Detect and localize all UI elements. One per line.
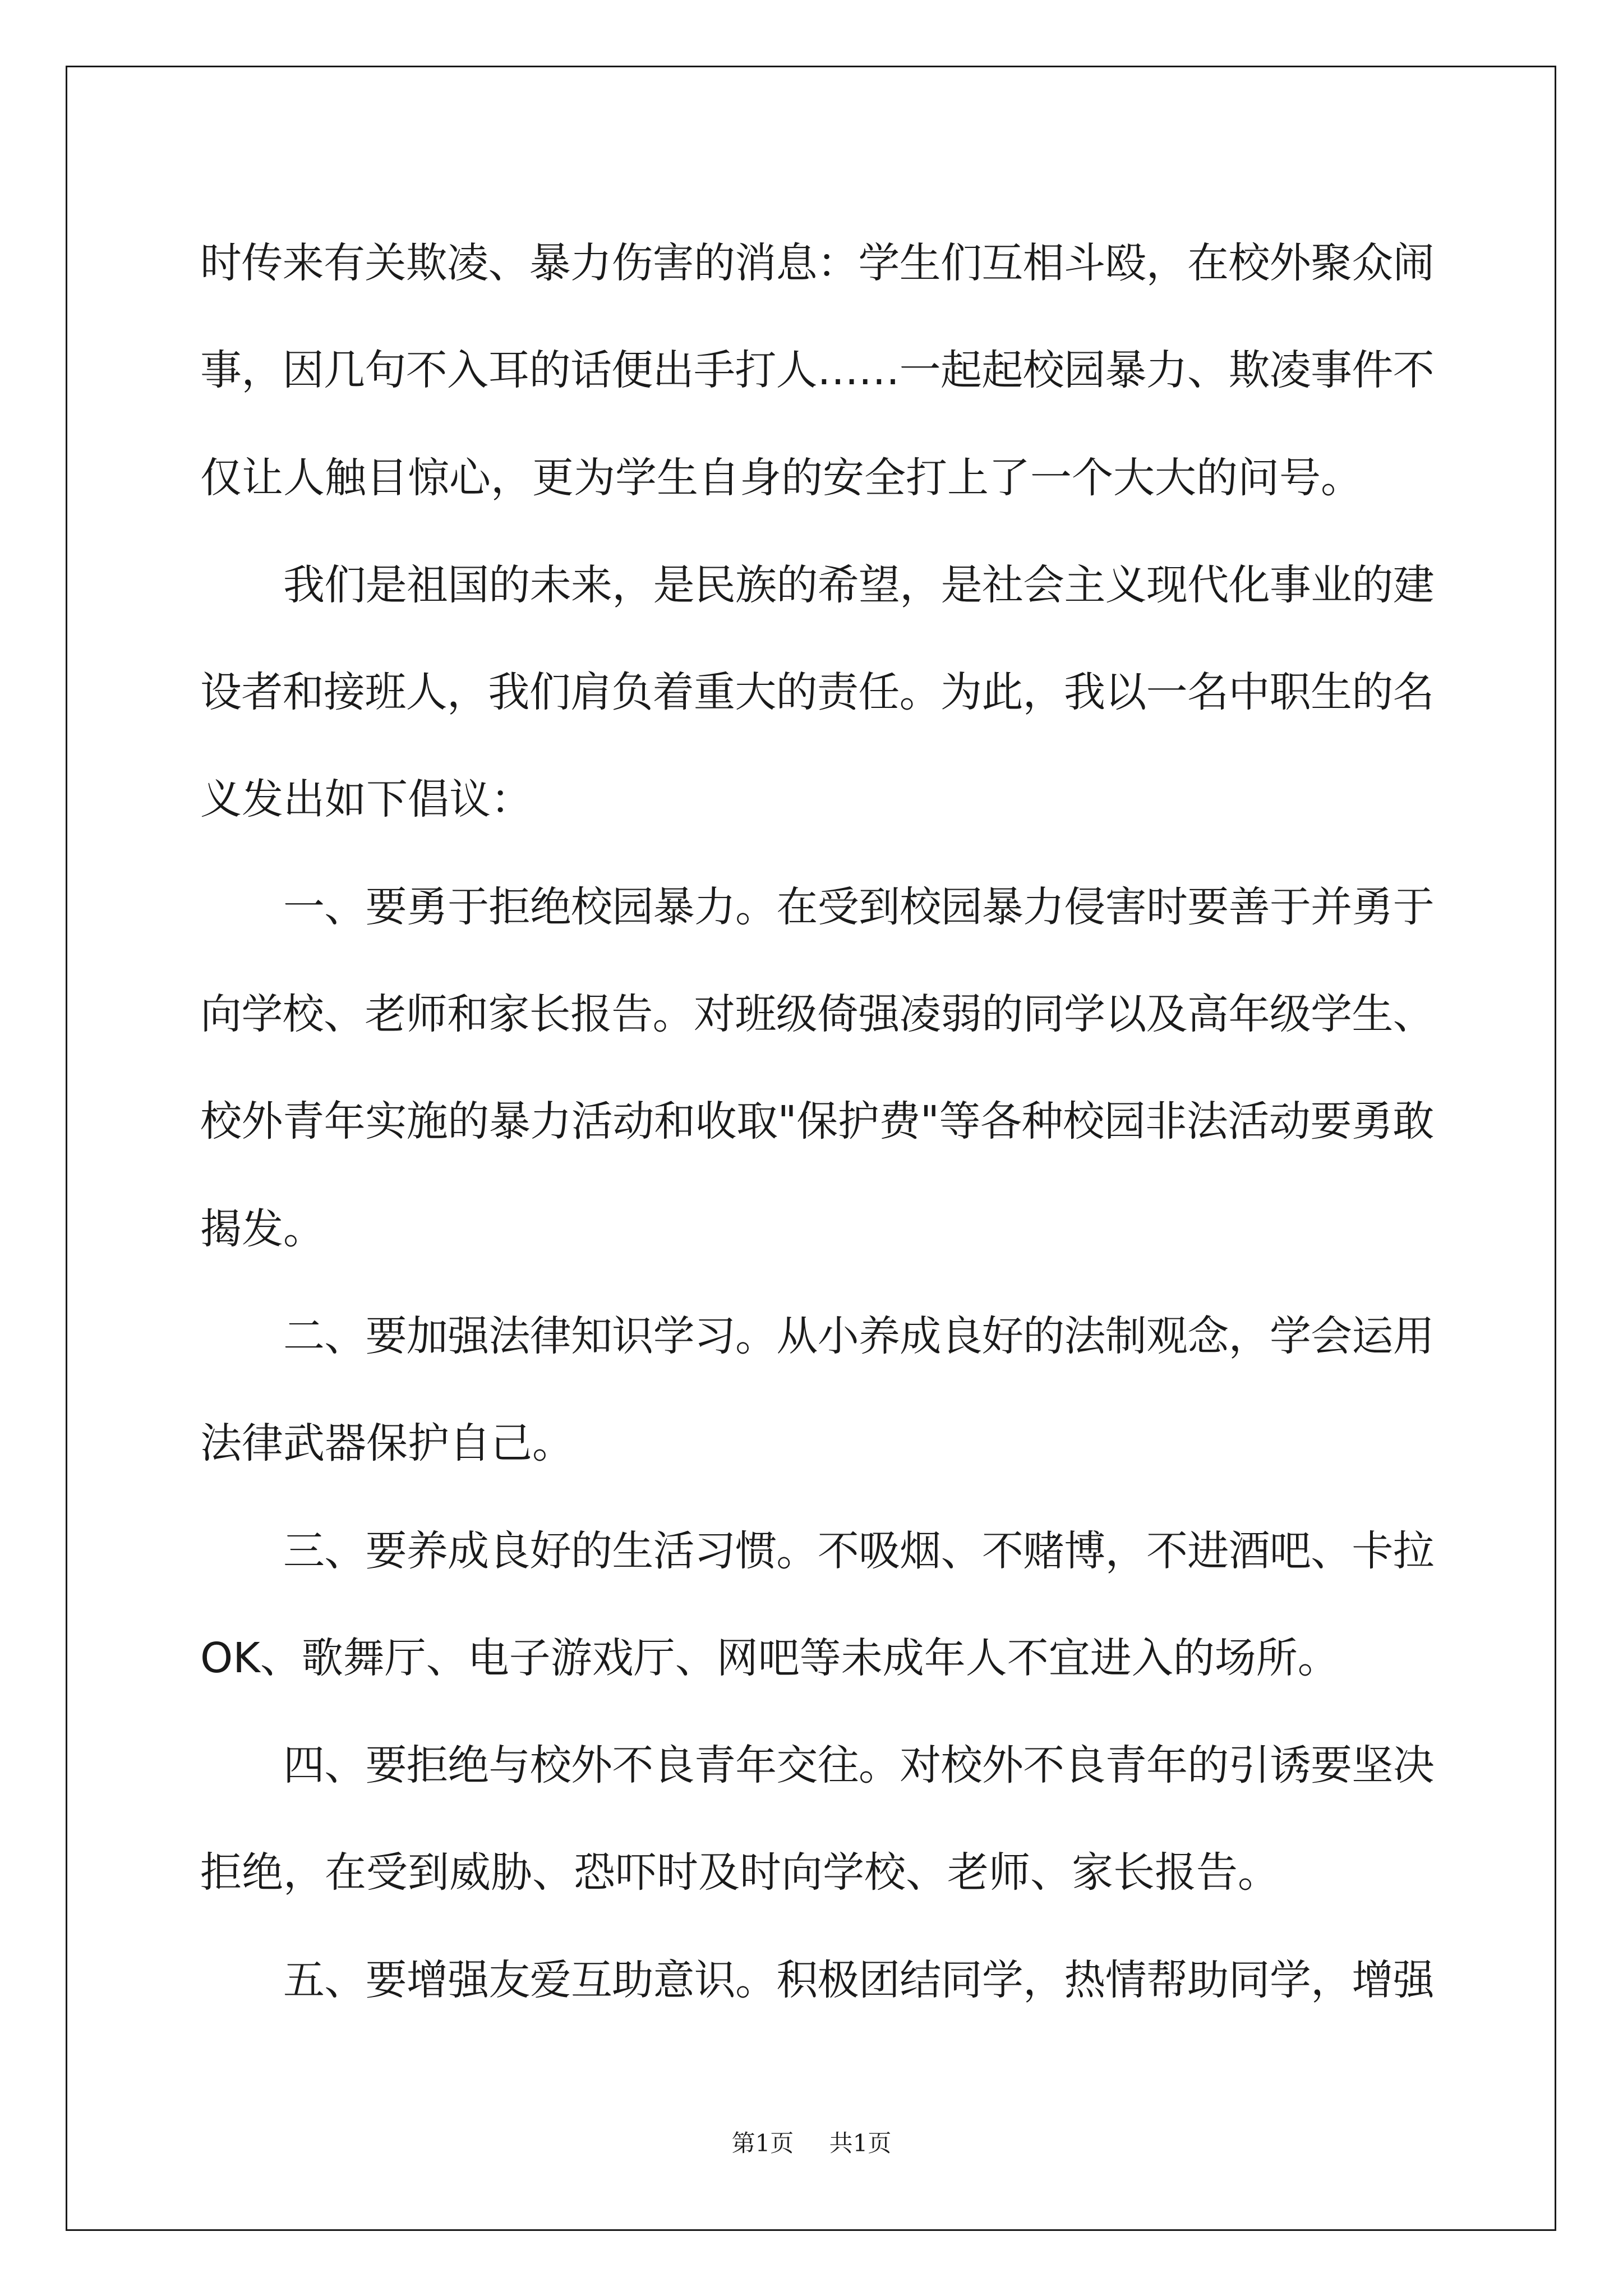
page-number: 第1页 [731,2129,794,2157]
text-line: 时传来有关欺凌、暴力伤害的消息：学生们互相斗殴，在校外聚众闹 [200,239,1434,287]
text-line: 五、要增强友爱互助意识。积极团结同学，热情帮助同学，增强 [283,1955,1434,2004]
text-line: 拒绝，在受到威胁、恐吓时及时向学校、老师、家长报告。 [200,1848,1279,1897]
text-line: 二、要加强法律知识学习。从小养成良好的法制观念，学会运用 [283,1312,1434,1360]
text-line: 三、要养成良好的生活习惯。不吸烟、不赌博，不进酒吧、卡拉 [283,1526,1434,1575]
text-line: OK、歌舞厅、电子游戏厅、网吧等未成年人不宜进入的场所。 [200,1634,1339,1682]
text-line: 一、要勇于拒绝校园暴力。在受到校园暴力侵害时要善于并勇于 [283,882,1434,931]
text-line: 设者和接班人，我们肩负着重大的责任。为此，我以一名中职生的名 [200,668,1434,717]
text-line: 校外青年实施的暴力活动和收取"保护费"等各种校园非法活动要勇敢 [200,1097,1435,1146]
text-line: 揭发。 [200,1204,325,1253]
text-line: 我们是祖国的未来，是民族的希望，是社会主义现代化事业的建 [283,560,1434,609]
text-line: 事，因几句不入耳的话便出手打人……一起起校园暴力、欺凌事件不 [200,346,1434,395]
text-line: 法律武器保护自己。 [200,1419,574,1468]
text-line: 仅让人触目惊心，更为学生自身的安全打上了一个大大的问号。 [200,453,1362,502]
text-line: 义发出如下倡议： [200,775,532,824]
text-line: 向学校、老师和家长报告。对班级倚强凌弱的同学以及高年级学生、 [200,990,1434,1039]
text-line: 四、要拒绝与校外不良青年交往。对校外不良青年的引诱要坚决 [283,1741,1434,1790]
page-total: 共1页 [829,2129,892,2157]
document-body [200,210,1434,2034]
page-footer [0,2125,1623,2159]
